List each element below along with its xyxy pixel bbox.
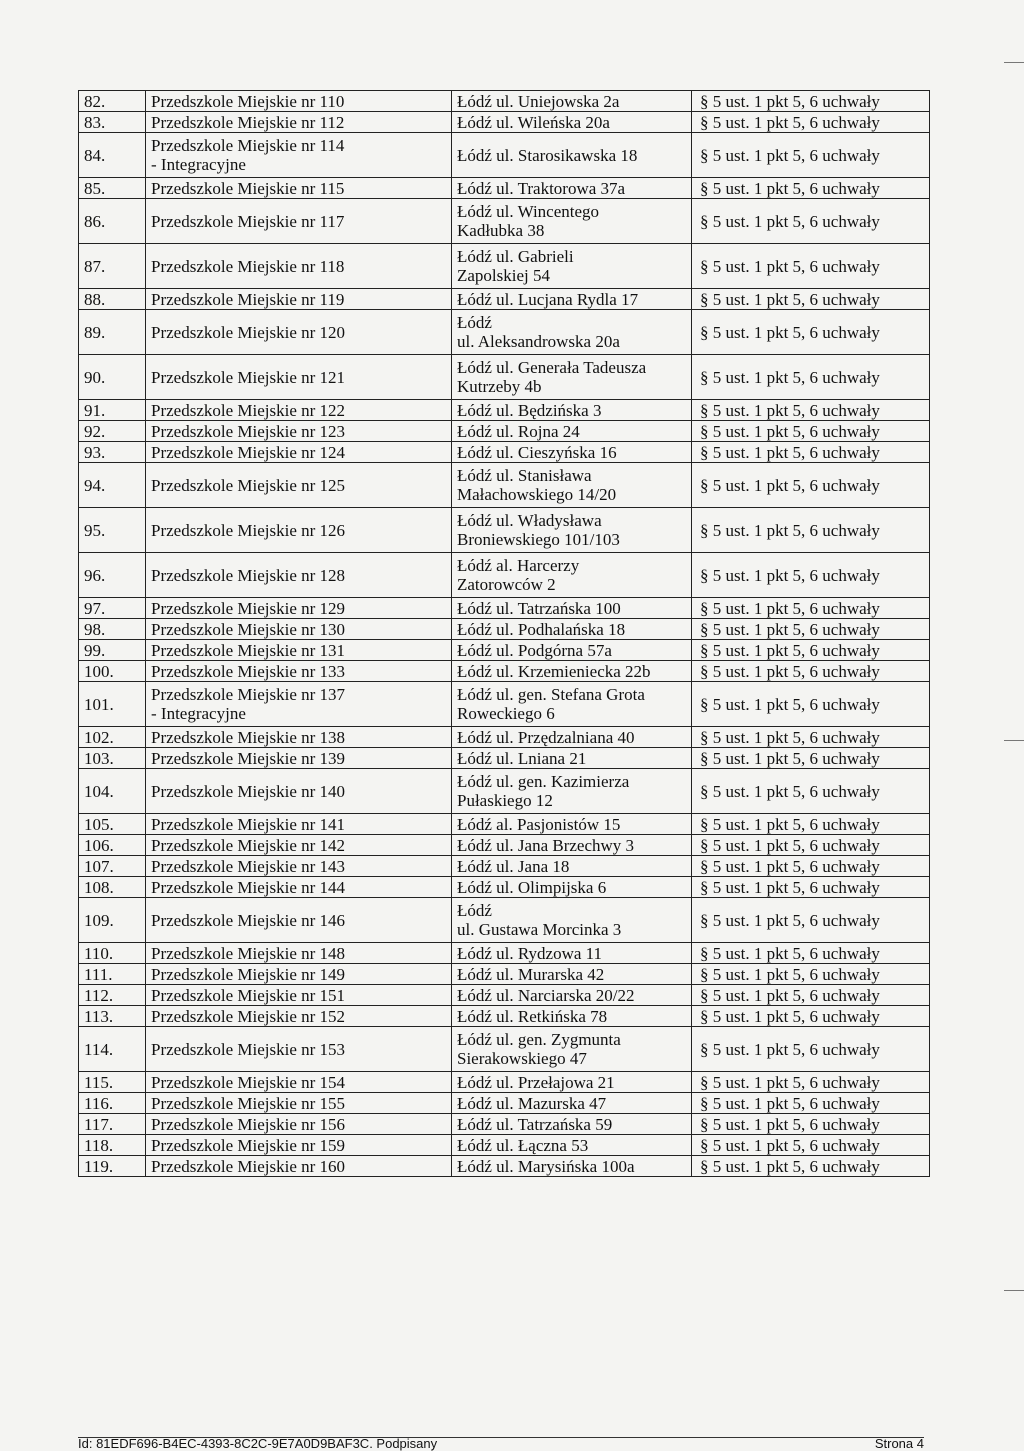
row-number: 91. <box>79 400 146 421</box>
kindergarten-address <box>452 727 692 748</box>
kindergarten-name <box>146 421 452 442</box>
legal-basis: § 5 ust. 1 pkt 5, 6 uchwały <box>692 898 930 943</box>
kindergarten-address <box>452 421 692 442</box>
row-number: 112. <box>79 985 146 1006</box>
margin-mark <box>1004 1290 1024 1291</box>
kindergarten-name <box>146 112 452 133</box>
kindergarten-address <box>452 133 692 178</box>
address-line: Łódź ul. Przędzalniana 40 <box>457 727 635 747</box>
row-number: 84. <box>79 133 146 178</box>
document-id: Id: 81EDF696-B4EC-4393-8C2C-9E7A0D9BAF3C. Podpisany <box>78 1436 438 1451</box>
table-row <box>79 1006 930 1027</box>
kindergarten-address <box>452 640 692 661</box>
legal-basis: § 5 ust. 1 pkt 5, 6 uchwały <box>692 877 930 898</box>
kindergarten-address <box>452 964 692 985</box>
address-line: Łódź ul. Generała Tadeusza <box>457 358 647 377</box>
legal-basis: § 5 ust. 1 pkt 5, 6 uchwały <box>692 178 930 199</box>
address-line: Łódź ul. Olimpijska 6 <box>457 877 607 897</box>
kindergarten-name <box>146 682 452 727</box>
kindergarten-address <box>452 1156 692 1177</box>
table-row <box>79 289 930 310</box>
table-body <box>79 91 930 1177</box>
legal-basis: § 5 ust. 1 pkt 5, 6 uchwały <box>692 133 930 178</box>
table-row <box>79 1135 930 1156</box>
row-number: 101. <box>79 682 146 727</box>
row-number: 92. <box>79 421 146 442</box>
name-line: Przedszkole Miejskie nr 129 <box>151 598 346 618</box>
name-line: Przedszkole Miejskie nr 139 <box>151 748 346 768</box>
kindergarten-name <box>146 199 452 244</box>
table-row <box>79 1156 930 1177</box>
table-row <box>79 178 930 199</box>
row-number: 116. <box>79 1093 146 1114</box>
name-line: Przedszkole Miejskie nr 121 <box>151 367 346 387</box>
address-line: Łódź ul. Murarska 42 <box>457 964 605 984</box>
row-number: 113. <box>79 1006 146 1027</box>
kindergarten-name <box>146 91 452 112</box>
legal-basis: § 5 ust. 1 pkt 5, 6 uchwały <box>692 835 930 856</box>
row-number: 86. <box>79 199 146 244</box>
table-row <box>79 598 930 619</box>
row-number: 119. <box>79 1156 146 1177</box>
kindergarten-name <box>146 1072 452 1093</box>
kindergarten-address <box>452 748 692 769</box>
address-line: Łódź ul. Narciarska 20/22 <box>457 985 635 1005</box>
address-line: Pułaskiego 12 <box>457 791 553 810</box>
kindergarten-address <box>452 898 692 943</box>
address-line: Łódź ul. Starosikawska 18 <box>457 145 638 165</box>
kindergarten-address <box>452 112 692 133</box>
table-row <box>79 661 930 682</box>
kindergarten-address <box>452 355 692 400</box>
name-line: Przedszkole Miejskie nr 123 <box>151 421 346 441</box>
address-line: Łódź ul. Podgórna 57a <box>457 640 612 660</box>
table-row <box>79 898 930 943</box>
kindergarten-name <box>146 640 452 661</box>
table-row <box>79 835 930 856</box>
kindergarten-name <box>146 178 452 199</box>
table-row <box>79 199 930 244</box>
name-line: Przedszkole Miejskie nr 138 <box>151 727 346 747</box>
margin-mark <box>1004 740 1024 741</box>
address-line: Łódź ul. Retkińska 78 <box>457 1006 608 1026</box>
legal-basis: § 5 ust. 1 pkt 5, 6 uchwały <box>692 619 930 640</box>
kindergarten-address <box>452 598 692 619</box>
table-row <box>79 877 930 898</box>
row-number: 103. <box>79 748 146 769</box>
row-number: 115. <box>79 1072 146 1093</box>
address-line: Łódź ul. Będzińska 3 <box>457 400 602 420</box>
kindergarten-address <box>452 244 692 289</box>
margin-mark <box>1004 62 1024 63</box>
table-row <box>79 442 930 463</box>
table-row <box>79 748 930 769</box>
address-line: Łódź ul. Stanisława <box>457 466 592 485</box>
legal-basis: § 5 ust. 1 pkt 5, 6 uchwały <box>692 943 930 964</box>
legal-basis: § 5 ust. 1 pkt 5, 6 uchwały <box>692 814 930 835</box>
row-number: 107. <box>79 856 146 877</box>
table-row <box>79 682 930 727</box>
address-line: Łódź ul. Lucjana Rydla 17 <box>457 289 639 309</box>
address-line: Kutrzeby 4b <box>457 377 542 396</box>
address-line: Łódź ul. Wincentego <box>457 202 600 221</box>
table-row <box>79 400 930 421</box>
legal-basis: § 5 ust. 1 pkt 5, 6 uchwały <box>692 1114 930 1135</box>
kindergarten-table <box>78 90 930 1177</box>
row-number: 105. <box>79 814 146 835</box>
kindergarten-address <box>452 199 692 244</box>
row-number: 83. <box>79 112 146 133</box>
legal-basis: § 5 ust. 1 pkt 5, 6 uchwały <box>692 1135 930 1156</box>
name-line: Przedszkole Miejskie nr 120 <box>151 322 346 342</box>
table-row <box>79 640 930 661</box>
table-row <box>79 985 930 1006</box>
kindergarten-name <box>146 1114 452 1135</box>
kindergarten-address <box>452 508 692 553</box>
address-line: Łódź ul. Wileńska 20a <box>457 112 610 132</box>
name-line: Przedszkole Miejskie nr 117 <box>151 211 345 231</box>
kindergarten-address <box>452 178 692 199</box>
kindergarten-name <box>146 877 452 898</box>
kindergarten-address <box>452 877 692 898</box>
row-number: 109. <box>79 898 146 943</box>
row-number: 102. <box>79 727 146 748</box>
kindergarten-name <box>146 1093 452 1114</box>
address-line: Łódź al. Harcerzy <box>457 556 580 575</box>
kindergarten-address <box>452 1114 692 1135</box>
name-line: Przedszkole Miejskie nr 155 <box>151 1093 346 1113</box>
row-number: 114. <box>79 1027 146 1072</box>
address-line: Zatorowców 2 <box>457 575 556 594</box>
table-row <box>79 112 930 133</box>
kindergarten-address <box>452 1135 692 1156</box>
legal-basis: § 5 ust. 1 pkt 5, 6 uchwały <box>692 727 930 748</box>
legal-basis: § 5 ust. 1 pkt 5, 6 uchwały <box>692 244 930 289</box>
table-row <box>79 769 930 814</box>
address-line: Łódź <box>457 901 492 920</box>
name-line: Przedszkole Miejskie nr 119 <box>151 289 345 309</box>
name-line: Przedszkole Miejskie nr 142 <box>151 835 346 855</box>
name-line: Przedszkole Miejskie nr 149 <box>151 964 346 984</box>
name-line: Przedszkole Miejskie nr 140 <box>151 781 346 801</box>
legal-basis: § 5 ust. 1 pkt 5, 6 uchwały <box>692 856 930 877</box>
kindergarten-name <box>146 814 452 835</box>
row-number: 104. <box>79 769 146 814</box>
name-line: Przedszkole Miejskie nr 156 <box>151 1114 346 1134</box>
legal-basis: § 5 ust. 1 pkt 5, 6 uchwały <box>692 91 930 112</box>
name-line: Przedszkole Miejskie nr 151 <box>151 985 346 1005</box>
name-line: Przedszkole Miejskie nr 125 <box>151 475 346 495</box>
table-row <box>79 553 930 598</box>
kindergarten-name <box>146 835 452 856</box>
kindergarten-address <box>452 310 692 355</box>
name-line: Przedszkole Miejskie nr 126 <box>151 520 346 540</box>
name-line: Przedszkole Miejskie nr 137 <box>151 685 346 704</box>
address-line: Łódź ul. Podhalańska 18 <box>457 619 626 639</box>
name-line: Przedszkole Miejskie nr 146 <box>151 910 346 930</box>
row-number: 106. <box>79 835 146 856</box>
name-line: Przedszkole Miejskie nr 133 <box>151 661 346 681</box>
name-line: Przedszkole Miejskie nr 131 <box>151 640 346 660</box>
kindergarten-name <box>146 748 452 769</box>
address-line: Roweckiego 6 <box>457 704 555 723</box>
name-line: Przedszkole Miejskie nr 152 <box>151 1006 346 1026</box>
kindergarten-address <box>452 661 692 682</box>
legal-basis: § 5 ust. 1 pkt 5, 6 uchwały <box>692 964 930 985</box>
legal-basis: § 5 ust. 1 pkt 5, 6 uchwały <box>692 1072 930 1093</box>
row-number: 100. <box>79 661 146 682</box>
kindergarten-address <box>452 1093 692 1114</box>
legal-basis: § 5 ust. 1 pkt 5, 6 uchwały <box>692 400 930 421</box>
legal-basis: § 5 ust. 1 pkt 5, 6 uchwały <box>692 748 930 769</box>
address-line: ul. Gustawa Morcinka 3 <box>457 920 622 939</box>
legal-basis: § 5 ust. 1 pkt 5, 6 uchwały <box>692 355 930 400</box>
legal-basis: § 5 ust. 1 pkt 5, 6 uchwały <box>692 1156 930 1177</box>
legal-basis: § 5 ust. 1 pkt 5, 6 uchwały <box>692 1093 930 1114</box>
kindergarten-address <box>452 91 692 112</box>
address-line: Łódź ul. Tatrzańska 59 <box>457 1114 613 1134</box>
address-line: Sierakowskiego 47 <box>457 1049 587 1068</box>
kindergarten-address <box>452 814 692 835</box>
legal-basis: § 5 ust. 1 pkt 5, 6 uchwały <box>692 598 930 619</box>
kindergarten-name <box>146 289 452 310</box>
row-number: 95. <box>79 508 146 553</box>
kindergarten-name <box>146 1006 452 1027</box>
legal-basis: § 5 ust. 1 pkt 5, 6 uchwały <box>692 289 930 310</box>
kindergarten-address <box>452 553 692 598</box>
kindergarten-name <box>146 619 452 640</box>
name-line: Przedszkole Miejskie nr 130 <box>151 619 346 639</box>
legal-basis: § 5 ust. 1 pkt 5, 6 uchwały <box>692 640 930 661</box>
address-line: Broniewskiego 101/103 <box>457 530 620 549</box>
legal-basis: § 5 ust. 1 pkt 5, 6 uchwały <box>692 1006 930 1027</box>
kindergarten-address <box>452 1006 692 1027</box>
kindergarten-name <box>146 355 452 400</box>
address-line: Łódź ul. Traktorowa 37a <box>457 178 626 198</box>
name-line: Przedszkole Miejskie nr 118 <box>151 256 345 276</box>
table-row <box>79 814 930 835</box>
legal-basis: § 5 ust. 1 pkt 5, 6 uchwały <box>692 661 930 682</box>
table-row <box>79 943 930 964</box>
legal-basis: § 5 ust. 1 pkt 5, 6 uchwały <box>692 682 930 727</box>
legal-basis: § 5 ust. 1 pkt 5, 6 uchwały <box>692 421 930 442</box>
name-line: Przedszkole Miejskie nr 160 <box>151 1156 346 1176</box>
name-line: Przedszkole Miejskie nr 114 <box>151 136 345 155</box>
kindergarten-name <box>146 553 452 598</box>
kindergarten-address <box>452 985 692 1006</box>
row-number: 96. <box>79 553 146 598</box>
row-number: 89. <box>79 310 146 355</box>
kindergarten-name <box>146 943 452 964</box>
row-number: 93. <box>79 442 146 463</box>
row-number: 82. <box>79 91 146 112</box>
table-row <box>79 508 930 553</box>
row-number: 117. <box>79 1114 146 1135</box>
name-line: Przedszkole Miejskie nr 148 <box>151 943 346 963</box>
address-line: Zapolskiej 54 <box>457 266 551 285</box>
legal-basis: § 5 ust. 1 pkt 5, 6 uchwały <box>692 769 930 814</box>
row-number: 110. <box>79 943 146 964</box>
table-row <box>79 310 930 355</box>
kindergarten-name <box>146 463 452 508</box>
table-row <box>79 856 930 877</box>
kindergarten-name <box>146 244 452 289</box>
kindergarten-address <box>452 400 692 421</box>
legal-basis: § 5 ust. 1 pkt 5, 6 uchwały <box>692 553 930 598</box>
kindergarten-name <box>146 661 452 682</box>
kindergarten-name <box>146 856 452 877</box>
kindergarten-name <box>146 769 452 814</box>
table-row <box>79 1027 930 1072</box>
kindergarten-address <box>452 835 692 856</box>
row-number: 94. <box>79 463 146 508</box>
name-line: - Integracyjne <box>151 704 246 723</box>
legal-basis: § 5 ust. 1 pkt 5, 6 uchwały <box>692 199 930 244</box>
kindergarten-name <box>146 1027 452 1072</box>
address-line: Łódź ul. Tatrzańska 100 <box>457 598 621 618</box>
address-line: Łódź ul. Jana Brzechwy 3 <box>457 835 635 855</box>
address-line: Łódź ul. Rydzowa 11 <box>457 943 603 963</box>
page-number: Strona 4 <box>874 1436 924 1451</box>
row-number: 108. <box>79 877 146 898</box>
row-number: 99. <box>79 640 146 661</box>
legal-basis: § 5 ust. 1 pkt 5, 6 uchwały <box>692 442 930 463</box>
address-line: Łódź ul. Jana 18 <box>457 856 570 876</box>
table-row <box>79 244 930 289</box>
table-row <box>79 1072 930 1093</box>
kindergarten-address <box>452 1027 692 1072</box>
kindergarten-address <box>452 442 692 463</box>
kindergarten-name <box>146 598 452 619</box>
legal-basis: § 5 ust. 1 pkt 5, 6 uchwały <box>692 463 930 508</box>
address-line: Łódź <box>457 313 492 332</box>
row-number: 98. <box>79 619 146 640</box>
address-line: Łódź ul. Marysińska 100a <box>457 1156 635 1176</box>
address-line: ul. Aleksandrowska 20a <box>457 332 620 351</box>
address-line: Łódź ul. Władysława <box>457 511 602 530</box>
address-line: Łódź ul. Krzemieniecka 22b <box>457 661 651 681</box>
kindergarten-address <box>452 769 692 814</box>
row-number: 97. <box>79 598 146 619</box>
address-line: Łódź ul. gen. Zygmunta <box>457 1030 621 1049</box>
table-row <box>79 463 930 508</box>
row-number: 118. <box>79 1135 146 1156</box>
name-line: Przedszkole Miejskie nr 153 <box>151 1039 346 1059</box>
kindergarten-name <box>146 985 452 1006</box>
kindergarten-address <box>452 1072 692 1093</box>
address-line: Łódź ul. Cieszyńska 16 <box>457 442 617 462</box>
table-row <box>79 1093 930 1114</box>
table-row <box>79 421 930 442</box>
row-number: 90. <box>79 355 146 400</box>
kindergarten-name <box>146 442 452 463</box>
address-line: Łódź ul. gen. Stefana Grota <box>457 685 645 704</box>
address-line: Łódź ul. Mazurska 47 <box>457 1093 607 1113</box>
legal-basis: § 5 ust. 1 pkt 5, 6 uchwały <box>692 985 930 1006</box>
table-row <box>79 91 930 112</box>
kindergarten-name <box>146 1135 452 1156</box>
kindergarten-address <box>452 463 692 508</box>
name-line: Przedszkole Miejskie nr 115 <box>151 178 345 198</box>
table-row <box>79 1114 930 1135</box>
kindergarten-name <box>146 964 452 985</box>
name-line: Przedszkole Miejskie nr 122 <box>151 400 346 420</box>
kindergarten-name <box>146 310 452 355</box>
table-row <box>79 727 930 748</box>
name-line: Przedszkole Miejskie nr 110 <box>151 91 345 111</box>
address-line: Łódź ul. Gabrieli <box>457 247 574 266</box>
kindergarten-address <box>452 682 692 727</box>
name-line: Przedszkole Miejskie nr 154 <box>151 1072 346 1092</box>
kindergarten-name <box>146 133 452 178</box>
address-line: Łódź ul. Rojna 24 <box>457 421 580 441</box>
address-line: Łódź ul. Przełajowa 21 <box>457 1072 615 1092</box>
kindergarten-name <box>146 400 452 421</box>
row-number: 87. <box>79 244 146 289</box>
kindergarten-name <box>146 727 452 748</box>
legal-basis: § 5 ust. 1 pkt 5, 6 uchwały <box>692 310 930 355</box>
name-line: Przedszkole Miejskie nr 128 <box>151 565 346 585</box>
table-row <box>79 133 930 178</box>
row-number: 111. <box>79 964 146 985</box>
legal-basis: § 5 ust. 1 pkt 5, 6 uchwały <box>692 508 930 553</box>
address-line: Łódź ul. Uniejowska 2a <box>457 91 620 111</box>
address-line: Kadłubka 38 <box>457 221 545 240</box>
name-line: Przedszkole Miejskie nr 144 <box>151 877 346 897</box>
kindergarten-address <box>452 289 692 310</box>
legal-basis: § 5 ust. 1 pkt 5, 6 uchwały <box>692 1027 930 1072</box>
kindergarten-name <box>146 898 452 943</box>
table-row <box>79 964 930 985</box>
kindergarten-address <box>452 619 692 640</box>
address-line: Łódź al. Pasjonistów 15 <box>457 814 621 834</box>
name-line: Przedszkole Miejskie nr 143 <box>151 856 346 876</box>
address-line: Łódź ul. gen. Kazimierza <box>457 772 630 791</box>
table-row <box>79 619 930 640</box>
kindergarten-address <box>452 943 692 964</box>
kindergarten-name <box>146 508 452 553</box>
name-line: Przedszkole Miejskie nr 112 <box>151 112 345 132</box>
kindergarten-address <box>452 856 692 877</box>
row-number: 88. <box>79 289 146 310</box>
address-line: Łódź ul. Łączna 53 <box>457 1135 589 1155</box>
name-line: - Integracyjne <box>151 155 246 174</box>
name-line: Przedszkole Miejskie nr 159 <box>151 1135 346 1155</box>
kindergarten-name <box>146 1156 452 1177</box>
row-number: 85. <box>79 178 146 199</box>
name-line: Przedszkole Miejskie nr 124 <box>151 442 346 462</box>
address-line: Małachowskiego 14/20 <box>457 485 617 504</box>
name-line: Przedszkole Miejskie nr 141 <box>151 814 346 834</box>
address-line: Łódź ul. Lniana 21 <box>457 748 587 768</box>
table-row <box>79 355 930 400</box>
legal-basis: § 5 ust. 1 pkt 5, 6 uchwały <box>692 112 930 133</box>
